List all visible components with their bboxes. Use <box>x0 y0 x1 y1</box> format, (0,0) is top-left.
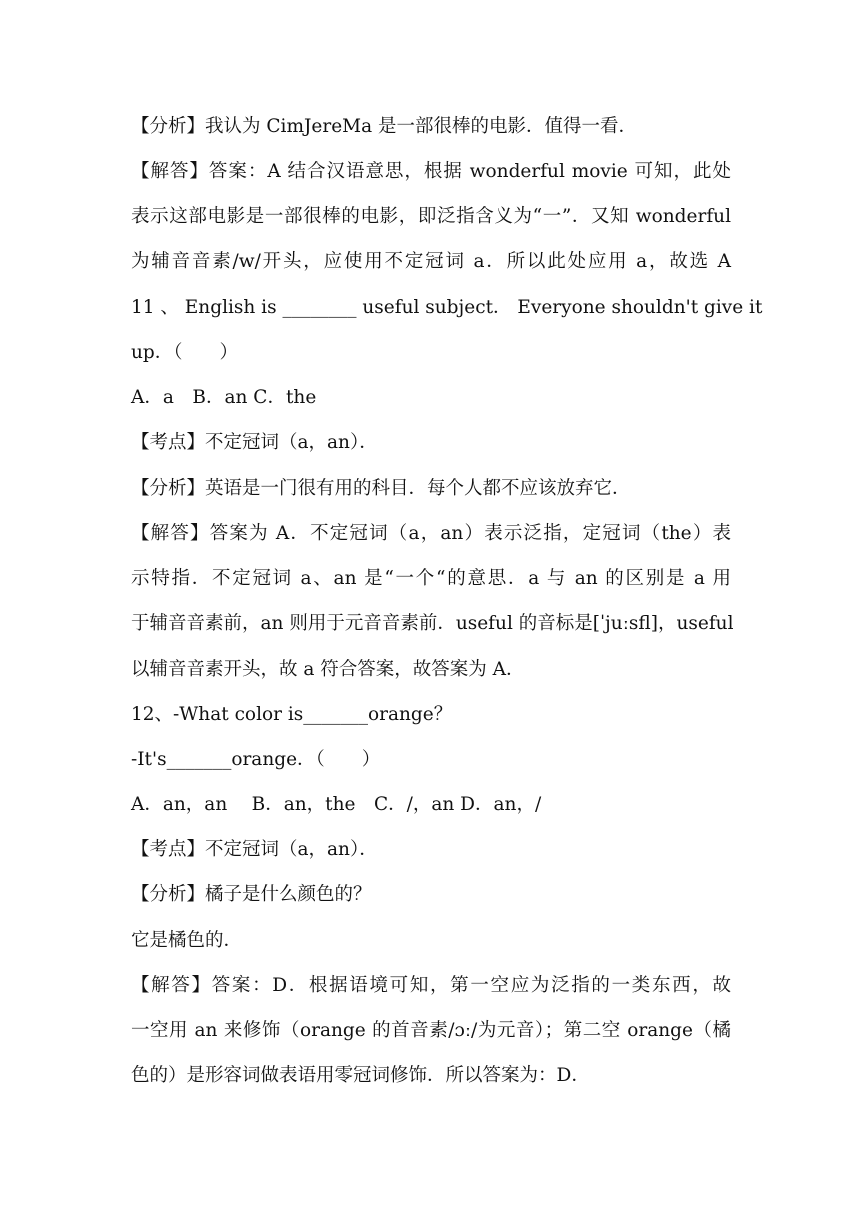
options-q12: A．an，an B．an，the C．/，an D．an，/ <box>131 794 542 815</box>
answer-q11-line-4: 以辅音音素开头，故 a 符合答案，故答案为 A． <box>131 659 525 680</box>
options-q11: A．a B．an C．the <box>131 387 317 408</box>
topic-q11: 【考点】不定冠词（a，an）． <box>131 432 378 453</box>
question-11-line-2: up．（ ） <box>131 342 239 363</box>
answer-q10-line-2: 表示这部电影是一部很棒的电影，即泛指含义为“一”．又知 wonderful <box>131 206 731 227</box>
answer-q11-line-3: 于辅音音素前，an 则用于元音音素前．useful 的音标是[ˈjuːsfl]，useful <box>131 613 734 634</box>
analysis-q12-line-2: 它是橘色的． <box>131 930 243 951</box>
answer-q10-line-3: 为辅音音素/w/开头，应使用不定冠词 a．所以此处应用 a，故选 A <box>131 251 731 272</box>
analysis-q11: 【分析】英语是一门很有用的科目．每个人都不应该放弃它． <box>131 478 631 499</box>
answer-q12-line-2: 一空用 an 来修饰（orange 的首音素/ɔː/为元音）；第二空 orange（橘 <box>131 1020 731 1041</box>
analysis-q12-line-1: 【分析】橘子是什么颜色的？ <box>131 884 372 905</box>
topic-q12: 【考点】不定冠词（a，an）． <box>131 839 378 860</box>
answer-q12-line-1: 【解答】答案：D．根据语境可知，第一空应为泛指的一类东西，故 <box>131 975 731 996</box>
question-11-line-1: 11 、 English is ________ useful subject． Everyone shouldn't give it <box>131 297 763 318</box>
question-12-line-1: 12、-What color is_______orange？ <box>131 704 453 725</box>
answer-q10-line-1: 【解答】答案：A 结合汉语意思，根据 wonderful movie 可知，此处 <box>131 161 731 182</box>
answer-q12-line-3: 色的）是形容词做表语用零冠词修饰．所以答案为：D． <box>131 1065 590 1086</box>
answer-q11-line-2: 示特指．不定冠词 a、an 是“一个“的意思．a 与 an 的区别是 a 用 <box>131 568 731 589</box>
analysis-q10: 【分析】我认为 CimJereMa 是一部很棒的电影．值得一看． <box>131 116 638 137</box>
answer-q11-line-1: 【解答】答案为 A．不定冠词（a，an）表示泛指，定冠词（the）表 <box>131 523 731 544</box>
question-12-line-2: -It's_______orange．（ ） <box>131 749 381 770</box>
